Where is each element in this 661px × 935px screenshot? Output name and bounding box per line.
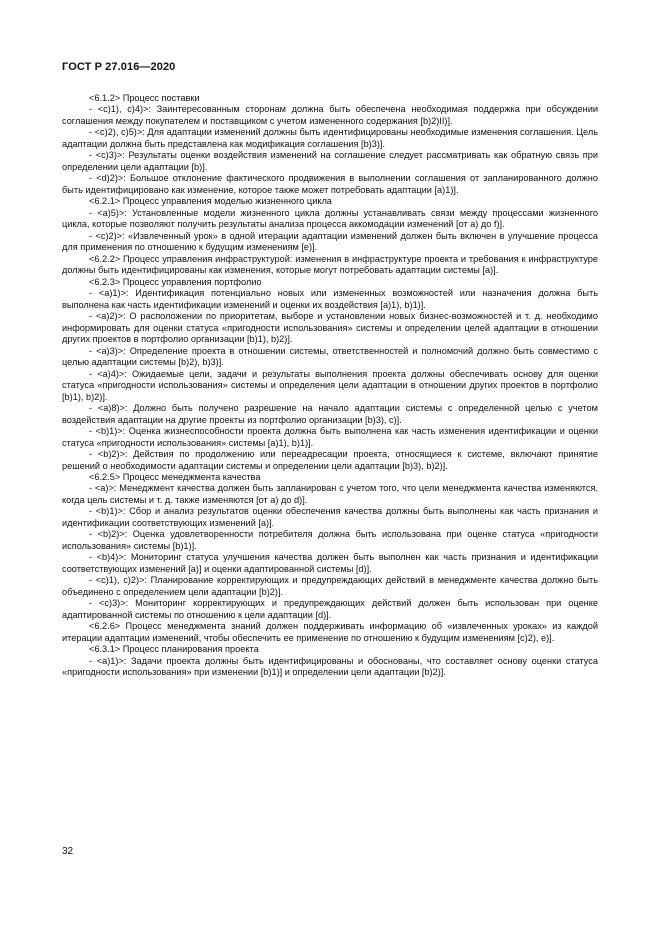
paragraph: - <a)5)>: Установленные модели жизненного цикла должны устанавливать связи между процессами жизненного цикла, которые позволяют получить результаты анализа процесса аккомодации изменений [от a) до f)]. bbox=[62, 207, 598, 230]
paragraph: - <a)>: Менеджмент качества должен быть запланирован с учетом того, что цели менеджмента качества изменяются, когда цель системы и т. д. также изменяются [от a) до d)]. bbox=[62, 483, 598, 505]
paragraph: <6.2.3> Процесс управления портфолио bbox=[89, 276, 262, 287]
page-number: 32 bbox=[62, 846, 74, 857]
paragraph: - <b)4)>: Мониторинг статуса улучшения качества должен быть выполнен как часть признания и идентификации соответствующих изменений [a)] и оценки адаптированной системы [d)]. bbox=[62, 552, 598, 574]
paragraph: - <b)2)>: Оценка удовлетворенности потребителя должна быть использована при оценке статуса «пригодности использования» системы [b)1)]. bbox=[62, 529, 598, 551]
paragraph: - <a)1)>: Идентификация потенциально новых или измененных возможностей или назначения должна быть выполнена как часть идентификации изменений и оценки их воздействия [a)1), b)1)]. bbox=[62, 288, 598, 310]
paragraph: - <a)2)>: О расположении по приоритетам, выборе и установлении новых бизнес-возможностей и т. д. необходимо информировать для оценки статуса «пригодности использования» системы и определении целей адаптации в отношении других проектов в портфолио организации [b)1), b)2)]. bbox=[62, 311, 598, 345]
paragraph: - <c)3)>: Результаты оценки воздействия изменений на соглашение следует рассматривать как обратную связь при определении цели адаптации [b)]. bbox=[62, 150, 598, 172]
paragraph: - <b)1)>: Сбор и анализ результатов оценки обеспечения качества должны быть выполнены как часть признания и идентификации соответствующих изменений [a)]. bbox=[62, 506, 598, 528]
paragraph: - <a)3)>: Определение проекта в отношении системы, ответственностей и полномочий должно быть совместимо с целью адаптации системы [b)2), b)3)]. bbox=[62, 345, 598, 368]
paragraph: <6.3.1> Процесс планирования проекта bbox=[89, 644, 259, 655]
paragraph: - <a)1)>: Задачи проекта должны быть идентифицированы и обоснованы, что составляет основу оценки статуса «пригодности использования» при изменении [b)1)] и определении цели адаптации [b)2)]. bbox=[62, 655, 598, 678]
document-body bbox=[62, 93, 598, 679]
document-header: ГОСТ Р 27.016—2020 bbox=[62, 61, 176, 73]
paragraph: - <b)1)>: Оценка жизнеспособности проекта должна быть выполнена как часть изменения идентификации и оценки статуса «пригодности использования» системы [a)1), b)1)]. bbox=[62, 426, 598, 448]
paragraph: <6.2.5> Процесс менеджмента качества bbox=[89, 471, 261, 482]
paragraph: - <b)2)>: Действия по продолжению или переадресации проекта, относящиеся к системе, включают принятие решений о необходимости адаптации системы и определении цели адаптации [b)3), b)2)]. bbox=[62, 449, 598, 471]
paragraph: - <d)2)>: Большое отклонение фактического продвижения в выполнении соглашения от запланированного должно быть идентифицировано как изменение, которое также может потребовать адаптации [a)1)]. bbox=[62, 173, 598, 195]
paragraph: <6.2.6> Процесс менеджмента знаний должен поддерживать информацию об «извлеченных уроках» из каждой итерации адаптации изменений, чтобы обеспечить ее применение по отношению к будущим изменениям [c)2), e)]. bbox=[62, 621, 598, 643]
paragraph: - <c)2)>: «Извлеченный урок» в одной итерации адаптации изменений должен быть включен в улучшение процесса для применения по отношению к будущим изменениям [e)]. bbox=[62, 230, 598, 253]
paragraph: - <c)2), c)5)>: Для адаптации изменений должны быть идентифицированы необходимые изменения соглашения. Цель адаптации должна быть представлена как модификация соглашения [b)3)]. bbox=[62, 127, 598, 149]
paragraph: <6.1.2> Процесс поставки bbox=[89, 93, 200, 103]
paragraph: <6.2.2> Процесс управления инфраструктурой: изменения в инфраструктуре проекта и требования к инфраструктуре должны быть идентифицированы как изменения, которые могут потребовать адаптации системы [a)]. bbox=[62, 253, 598, 276]
paragraph: - <c)1), c)4)>: Заинтересованным сторонам должна быть обеспечена необходимая поддержка при обсуждении соглашения между покупателем и поставщиком с учетом измененного содержания [b)2)II)]. bbox=[62, 104, 598, 126]
paragraph: - <a)8)>: Должно быть получено разрешение на начало адаптации системы с определенной целью с учетом воздействия адаптации на другие проекты из портфолио организации [b)3), c)]. bbox=[62, 403, 598, 425]
paragraph: - <c)1), c)2)>: Планирование корректирующих и предупреждающих действий в менеджменте качества должно быть объединено с определением цели адаптации [b)2)]. bbox=[62, 575, 598, 597]
paragraph: <6.2.1> Процесс управления моделью жизненного цикла bbox=[89, 196, 332, 207]
paragraph: - <c)3)>: Мониторинг корректирующих и предупреждающих действий должен быть использован при оценке адаптированной системы по отношению к цели адаптации [d)]. bbox=[62, 598, 598, 620]
paragraph: - <a)4)>: Ожидаемые цели, задачи и результаты выполнения проекта должны обеспечивать основу для оценки статуса «пригодности использования» системы и определения цели адаптации в отношении других проектов в портфолио [b)1), b)2)]. bbox=[62, 368, 598, 402]
